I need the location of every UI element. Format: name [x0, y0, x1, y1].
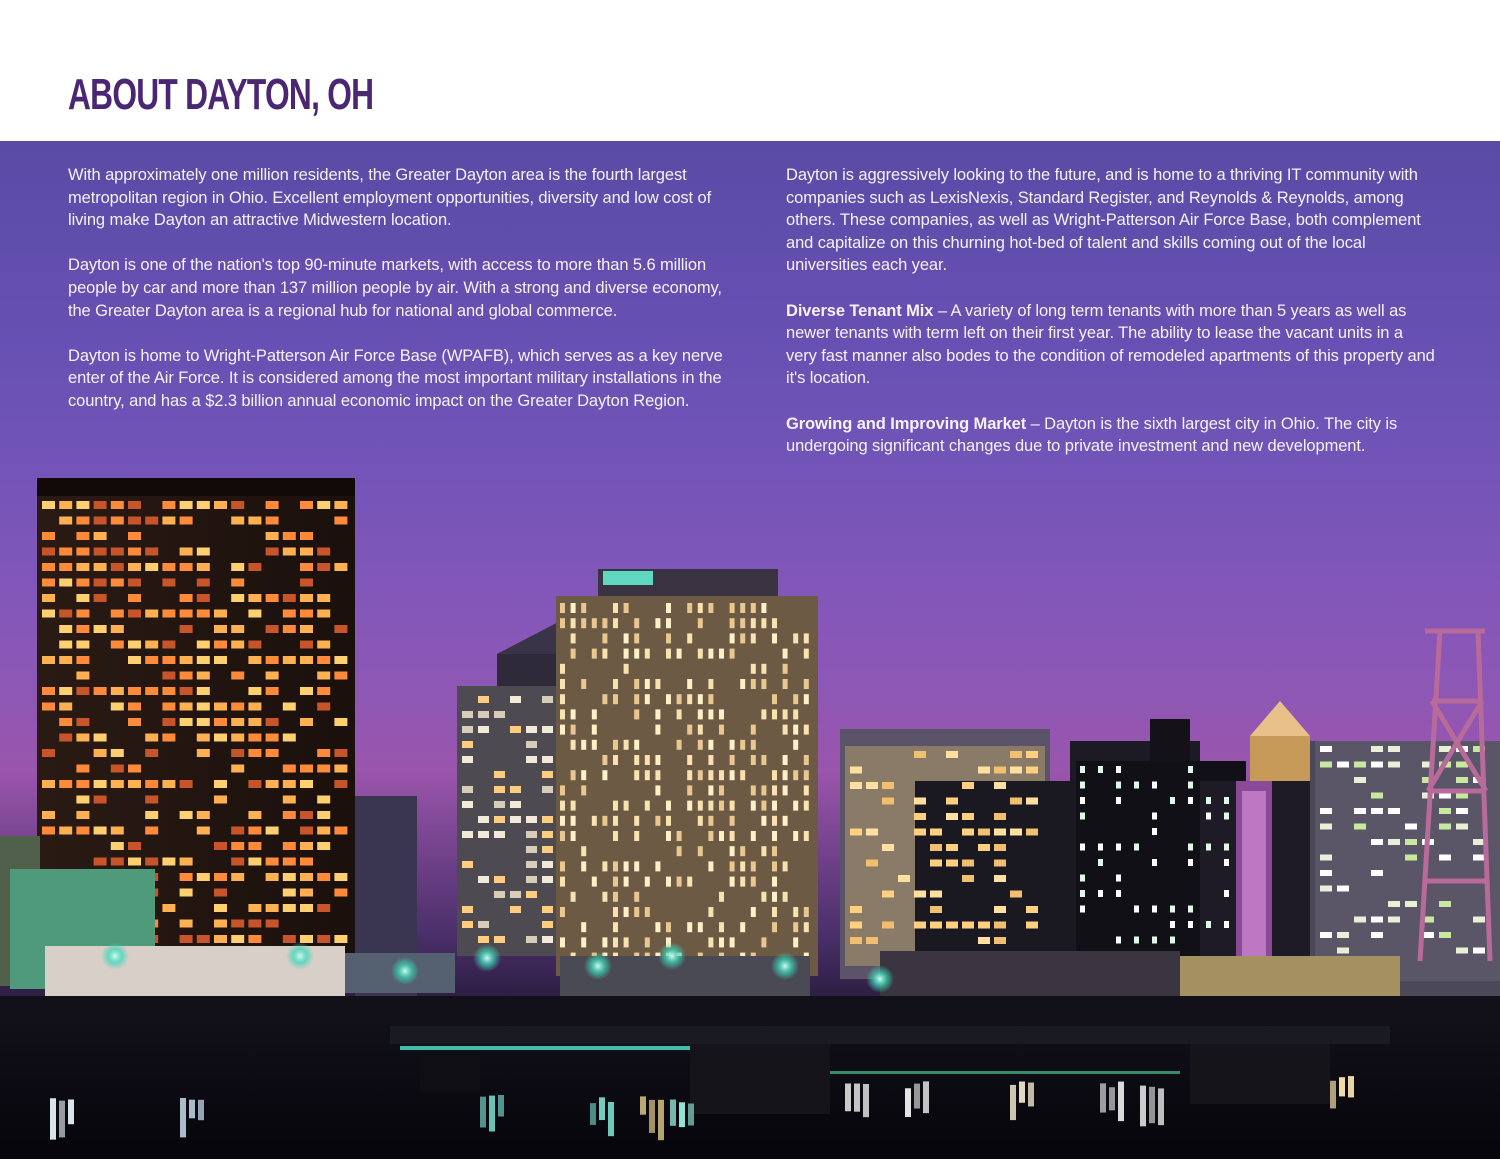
page-header — [0, 0, 1500, 141]
right-buildings — [845, 741, 1500, 981]
it-community-paragraph: Dayton is aggressively looking to the future, and is home to a thriving IT community with companies such as LexisNexis, Standard Register, and Reynolds & Reynolds, among others. These companies, as well as Wright-Patterson Air Force Base, both complement and capitalize on this churning hot-bed of talent and skills coming out of the local universities each year. — [786, 166, 1421, 275]
market-paragraph — [786, 413, 1436, 458]
purple-light-tower — [1236, 781, 1272, 981]
market-text: – Dayton is the sixth largest city in Ohio. The city is undergoing significant changes due to private investment and new development. — [786, 414, 1398, 456]
river-and-bridge — [0, 996, 1500, 1159]
right-text-column — [786, 164, 1436, 480]
tenant-mix-text: – A variety of long term tenants with more than 5 years as well as newer tenants with term left on their first year. The ability to lease the vacant units in a very fast manner also bodes to the condition of remodeled apartments of this property and it's location. — [786, 301, 1435, 388]
intro-paragraph: With approximately one million residents, the Greater Dayton area is the fourth largest metropolitan region in Ohio. Excellent employment opportunities, diversity and low cost of living make Dayton an attractive Midwestern location. — [68, 166, 712, 230]
markets-paragraph: Dayton is one of the nation's top 90-minute markets, with access to more than 5.6 million people by car and more than 137 million people by air. With a strong and diverse economy, the Greater Dayton area is a regional hub for national and global commerce. — [68, 256, 722, 320]
left-text-column — [68, 164, 728, 435]
city-skyline-photo — [0, 141, 1500, 1159]
market-heading: Growing and Improving Market — [786, 414, 1027, 433]
tan-office-tower — [556, 569, 818, 976]
page-title: ABOUT DAYTON, OH — [68, 70, 374, 119]
tenant-mix-heading: Diverse Tenant Mix — [786, 301, 934, 320]
air-force-paragraph: Dayton is home to Wright-Patterson Air Force Base (WPAFB), which serves as a key nerve enter of the Air Force. It is considered among the most important military installations in the country, and has a $2.3 billion annual economic impact on the Greater Dayton Region. — [68, 346, 723, 410]
tenant-mix-paragraph — [786, 300, 1436, 390]
